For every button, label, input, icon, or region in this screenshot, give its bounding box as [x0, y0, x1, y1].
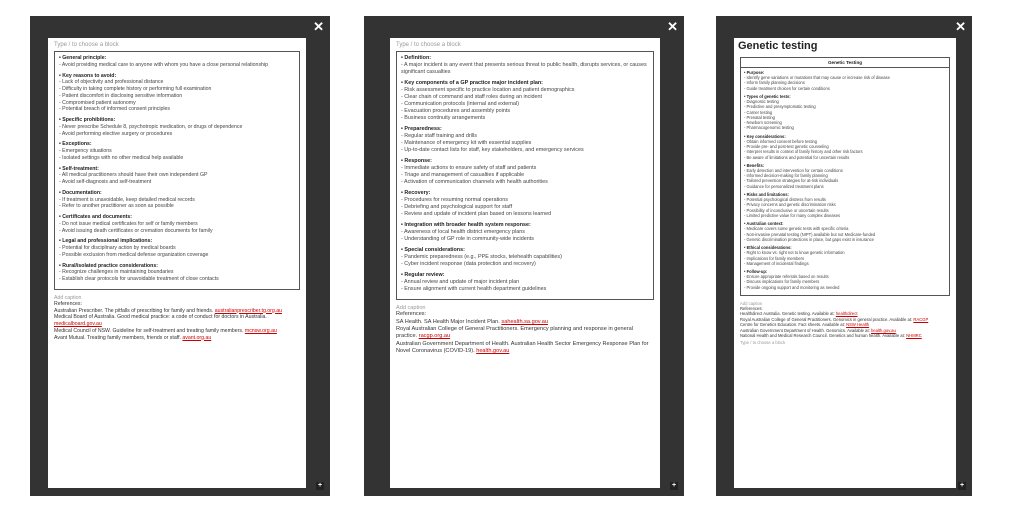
list-item: - Avoid providing medical care to anyone with whom you have a close personal relationship [59, 61, 268, 68]
reference-text: SA Health. SA Health Major Incident Plan. [396, 318, 502, 325]
reference-link[interactable]: NHMRC [906, 333, 922, 339]
list-item: - Early detection and intervention for certain conditions [744, 167, 843, 173]
list-section [59, 166, 295, 186]
list-section [401, 247, 649, 268]
reference-link[interactable]: RACGP [913, 316, 929, 322]
list-item: - Genetic discrimination protections in place, but gaps exist in insurance [744, 236, 874, 242]
list-section [401, 55, 649, 76]
list-section [744, 269, 946, 290]
reference-text: Royal Australian College of General Practitioners. Emergency planning and response in general practice. [396, 326, 633, 340]
reference-text: Avant Mutual. Treating family members, friends or staff. [54, 334, 183, 341]
section-heading: • Benefits: [744, 162, 765, 168]
list-item: - Triage and management of casualties if applicable [401, 172, 525, 179]
list-item: - Ensure appropriate referrals based on results [744, 274, 829, 280]
list-item: - Potential psychological distress from results [744, 197, 826, 203]
list-section [744, 192, 946, 218]
reference-link[interactable]: avant.org.au [182, 334, 212, 341]
reference-item [396, 326, 654, 341]
list-section [744, 70, 946, 91]
section-heading: • Types of genetic tests: [744, 93, 791, 99]
section-heading: • Response: [401, 158, 432, 165]
list-item: - Recognize challenges in maintaining boundaries [59, 269, 174, 276]
list-item: - Limited predictive value for many complex diseases [744, 212, 841, 218]
section-heading: • Australian context: [744, 221, 784, 227]
list-item: - Carrier testing [744, 109, 773, 115]
list-item: - Potential for disciplinary action by medical boards [59, 245, 176, 251]
list-item: - Difficulty in taking complete history or performing full examination [59, 86, 212, 92]
list-section [401, 272, 649, 293]
list-item: - Do not issue medical certificates for self or family members [59, 220, 198, 227]
section-heading: • Special considerations: [401, 247, 465, 254]
caption-placeholder[interactable]: Add caption [740, 300, 763, 306]
list-item: - Non-invasive prenatal testing (NIPT) available but not Medicare-funded [744, 231, 876, 237]
list-item: - Business continuity arrangements [401, 115, 486, 122]
list-item: - Lack of objectivity and professional distance [59, 79, 164, 86]
reference-text: Australian Prescriber. The pitfalls of prescribing for family and friends. [54, 307, 215, 314]
list-item: - Risk assessment specific to practice location and patient demographics [401, 87, 575, 94]
section-heading: • Integration with broader health system response: [401, 222, 531, 229]
content-block[interactable] [54, 51, 300, 290]
list-item: - Maintenance of emergency kit with essential supplies [401, 140, 532, 147]
content-block[interactable] [396, 51, 654, 300]
list-section [401, 190, 649, 218]
list-section [744, 134, 946, 160]
list-item: - Clear chain of command and staff roles during an incident [401, 94, 543, 101]
reference-item [54, 335, 300, 342]
reference-link[interactable]: racgp.org.au [418, 333, 451, 340]
references-heading: References: [740, 305, 763, 311]
reference-link[interactable]: health.gov.au [870, 327, 896, 333]
add-block-button[interactable]: + [959, 482, 965, 489]
section-heading: • Risks and limitations: [744, 191, 789, 197]
editor-panel-3 [716, 16, 972, 496]
list-item: - Guide treatment choices for certain conditions [744, 85, 830, 91]
reference-text: National Health and Medical Research Council. Genetics and human health. Available at: [740, 333, 907, 339]
list-section [59, 141, 295, 161]
references-list [740, 311, 950, 338]
reference-text: Australian Government Department of Health. Genomics. Available at: [740, 327, 871, 333]
section-heading: • General principle: [59, 55, 107, 61]
page-title: Genetic testing [738, 40, 818, 52]
list-item: - Guidance for personalized treatment plans [744, 183, 824, 189]
list-section [401, 80, 649, 122]
section-heading: • Legal and professional implications: [59, 238, 153, 245]
caption-placeholder[interactable]: Add caption [54, 294, 82, 301]
list-item: - Debriefing and psychological support for staff [401, 204, 513, 211]
list-section [744, 221, 946, 242]
list-section [744, 163, 946, 189]
list-item: - Understanding of GP role in community-wide incidents [401, 236, 534, 243]
list-item: - Up-to-date contact lists for staff, key stakeholders, and emergency services [401, 147, 584, 154]
list-item: - Regular staff training and drills [401, 133, 478, 140]
document-sheet [734, 38, 956, 488]
list-item: - Possibility of inconclusive or uncertain results [744, 207, 829, 213]
list-item: - Obtain informed consent before testing [744, 138, 818, 144]
list-item: - If treatment is unavoidable, keep detailed medical records [59, 196, 195, 203]
list-item: - Tailored prevention strategies for at-risk individuals [744, 178, 839, 184]
list-item: - Avoid performing elective surgery or procedures [59, 130, 173, 137]
reference-link[interactable]: sahealth.sa.gov.au [501, 318, 548, 325]
add-block-button[interactable]: + [671, 482, 677, 489]
table-header: Genetic Testing [741, 58, 949, 68]
list-item: - Prenatal testing [744, 114, 775, 120]
block-placeholder[interactable]: Type / to choose a block [54, 42, 119, 48]
document-sheet [48, 38, 306, 488]
list-item: - Inform family planning decisions [744, 80, 805, 86]
section-heading: • Regular review: [401, 272, 445, 279]
section-heading: • Specific prohibitions: [59, 117, 116, 123]
section-heading: • Key reasons to avoid: [59, 72, 117, 79]
list-item: - Refer to another practitioner as soon as possible [59, 203, 174, 210]
list-section [401, 222, 649, 243]
reference-link[interactable]: australianprescriber.tg.org.au [214, 307, 282, 314]
close-icon[interactable]: ✕ [667, 19, 678, 34]
block-placeholder[interactable]: Type / to choose a block [740, 339, 786, 345]
list-item: - Patient discomfort in disclosing sensitive information [59, 92, 183, 99]
reference-item [396, 341, 654, 356]
list-section [744, 94, 946, 131]
list-item: - Predictive and presymptomatic testing [744, 104, 816, 110]
reference-item [54, 314, 300, 328]
reference-text: Medical Council of NSW. Guideline for self-treatment and treating family members. [54, 327, 245, 334]
reference-link[interactable]: mcnsw.org.au [244, 327, 277, 334]
list-item: - Evacuation procedures and assembly points [401, 108, 511, 115]
section-heading: • Preparedness: [401, 126, 442, 133]
list-item: - Activation of communication channels with health authorities [401, 179, 548, 186]
reference-item [396, 319, 654, 326]
table-block[interactable] [740, 57, 950, 296]
list-section [744, 245, 946, 266]
list-item: - Possible exclusion from medical defense organization coverage [59, 251, 209, 258]
list-item: - Identify gene variations or mutations that may cause or increase risk of disease [744, 75, 890, 81]
list-item: - Isolated settings with no other medical help available [59, 154, 184, 161]
list-section [59, 73, 295, 114]
list-item: - Informed decision-making for family planning [744, 173, 828, 179]
section-heading: • Ethical considerations: [744, 245, 792, 251]
list-item: - A major incident is any event that presents serious threat to public health, disrupts services, or causes significant casualties [401, 62, 647, 76]
list-section [59, 214, 295, 234]
list-item: - Diagnostic testing [744, 99, 779, 105]
list-item: - Pharmacogenomic testing [744, 125, 794, 131]
reference-text: Healthdirect Australia. Genetic testing. Available at: [740, 311, 836, 317]
list-section [59, 117, 295, 137]
list-section [401, 158, 649, 186]
list-item: - Review and update of incident plan based on lessons learned [401, 211, 552, 218]
reference-text: Centre for Genetics Education. Fact sheets. Available at: [740, 322, 847, 328]
list-item: - Establish clear protocols for unavoidable treatment of close contacts [59, 276, 219, 282]
editor-panel-2 [364, 16, 684, 496]
section-heading: • Recovery: [401, 190, 431, 197]
reference-text: Medical Board of Australia. Good medical practice: a code of conduct for doctors in Australia. [54, 314, 267, 321]
list-item: - Be aware of limitations and potential for uncertain results [744, 154, 850, 160]
close-icon[interactable]: ✕ [313, 19, 324, 34]
section-heading: • Certificates and documents: [59, 214, 133, 220]
list-item: - Avoid issuing death certificates or cremation documents for family [59, 227, 213, 234]
caption-placeholder[interactable]: Add caption [396, 305, 426, 312]
section-heading: • Key components of a GP practice major incident plan: [401, 80, 543, 87]
section-heading: • Key considerations: [744, 133, 786, 139]
list-item: - Provide ongoing support and monitoring as needed [744, 284, 840, 290]
list-item: - Management of incidental findings [744, 260, 809, 266]
list-section [59, 55, 295, 69]
reference-text: Australian Government Department of Health. Australian Health Sector Emergency Response Plan for Novel Coronavirus (COVID-19). [396, 340, 649, 354]
editor-panel-1 [30, 16, 330, 496]
list-section [59, 263, 295, 283]
list-item: - Annual review and update of major incident plan [401, 279, 520, 286]
block-placeholder[interactable]: Type / to choose a block [396, 42, 461, 48]
list-item: - Implications for family members [744, 255, 805, 261]
list-item: - Pandemic preparedness (e.g., PPE stocks, telehealth capabilities) [401, 254, 562, 261]
list-item: - Never prescribe Schedule 8, psychotropic medication, or drugs of dependence [59, 123, 243, 130]
list-section [59, 190, 295, 210]
section-heading: • Follow-up: [744, 268, 768, 274]
list-item: - Right to know vs. right not to know genetic information [744, 250, 845, 256]
list-item: - Procedures for resuming normal operations [401, 197, 508, 204]
list-section [401, 126, 649, 154]
section-heading: • Self-treatment: [59, 165, 99, 172]
list-item: - Discuss implications for family members [744, 279, 820, 285]
list-item: - Avoid self-diagnosis and self-treatment [59, 179, 152, 185]
list-item: - Ensure alignment with current health department guidelines [401, 286, 547, 293]
reference-item [54, 328, 300, 335]
list-item: - Compromised patient autonomy [59, 99, 136, 106]
list-item: - Newborn screening [744, 120, 782, 126]
section-heading: • Exceptions: [59, 141, 92, 148]
reference-item [740, 333, 950, 338]
list-section [59, 238, 295, 258]
reference-text: Royal Australian College of General Practitioners. Genomics in general practice. Available at: [740, 316, 914, 322]
reference-link[interactable]: medicalboard.gov.au [54, 321, 102, 327]
list-item: - Privacy concerns and genetic discrimination risks [744, 202, 836, 208]
reference-item [54, 308, 300, 315]
document-sheet [390, 38, 660, 488]
add-block-button[interactable]: + [317, 482, 323, 489]
references-heading: References: [396, 311, 427, 318]
reference-link[interactable]: healthdirect [835, 311, 858, 317]
references-heading: References: [54, 300, 82, 307]
list-item: - Awareness of local health district emergency plans [401, 229, 525, 236]
list-item: - Emergency situations [59, 148, 112, 154]
reference-link[interactable]: health.gov.au [476, 347, 510, 354]
list-item: - All medical practitioners should have their own independent GP [59, 172, 208, 179]
references-list [54, 308, 300, 342]
list-item: - Cyber incident response (data protection and recovery) [401, 261, 536, 268]
list-item: - Potential breach of informed consent principles [59, 106, 171, 113]
references-list [396, 319, 654, 355]
list-item: - Communication protocols (internal and external) [401, 101, 520, 108]
close-icon[interactable]: ✕ [955, 19, 966, 34]
section-heading: • Purpose: [744, 70, 765, 75]
list-item: - Provide pre- and post-test genetic counseling [744, 144, 829, 150]
list-item: - Immediate actions to ensure safety of staff and patients [401, 165, 537, 172]
reference-link[interactable]: NSW Health [846, 322, 870, 328]
list-item: - Interpret results in context of family history and other risk factors [744, 149, 863, 155]
section-heading: • Rural/isolated practice considerations: [59, 262, 158, 269]
section-heading: • Documentation: [59, 189, 102, 196]
section-heading: • Definition: [401, 55, 432, 61]
list-item: - Medicare covers some genetic tests with specific criteria [744, 226, 849, 232]
